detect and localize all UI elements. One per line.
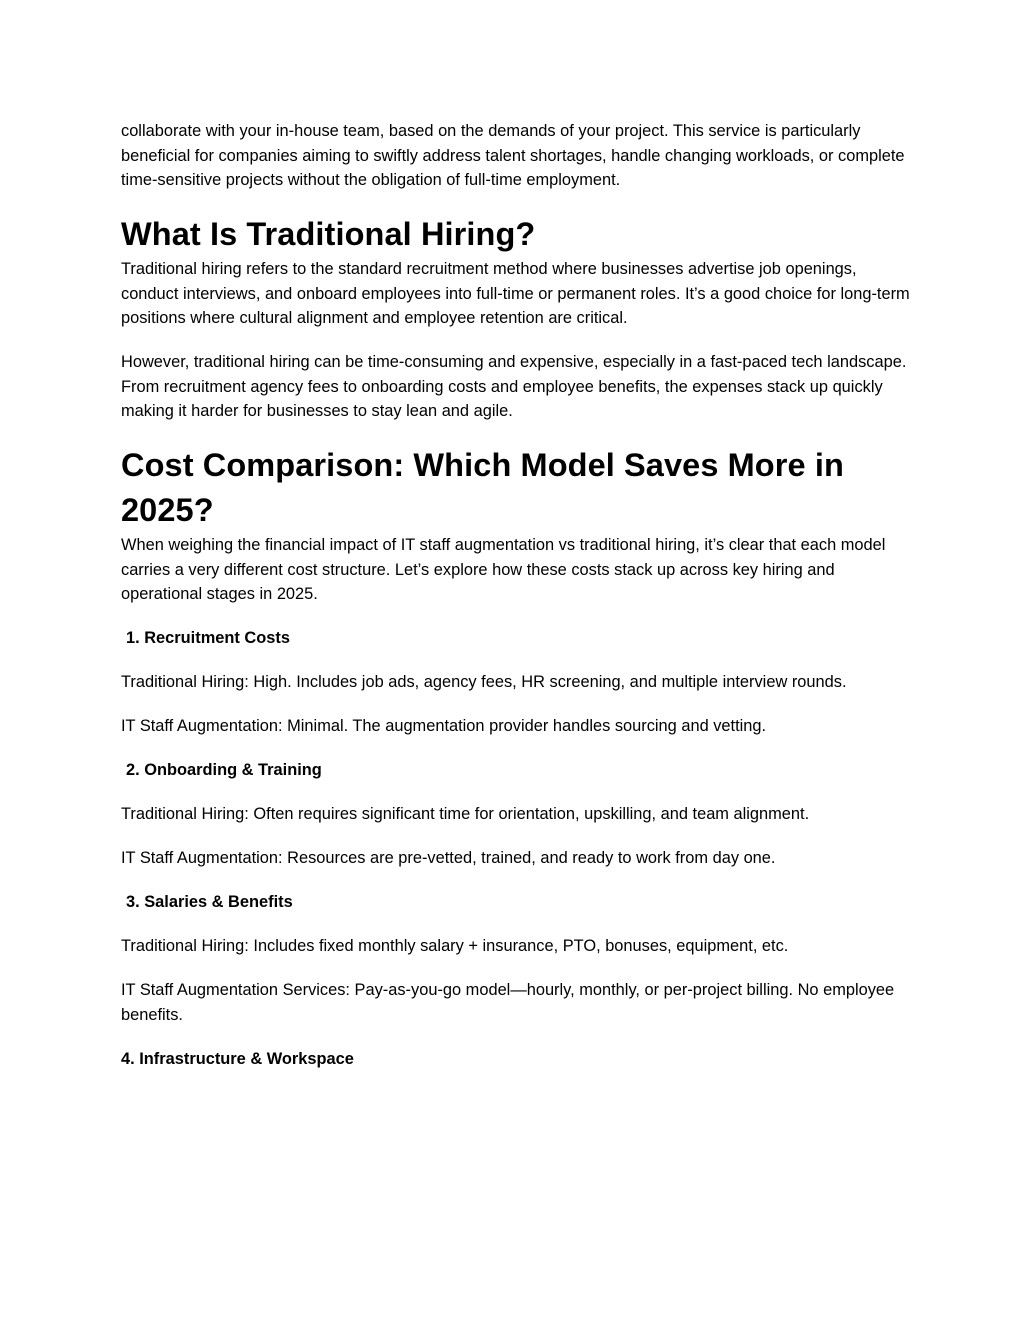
- cost-comparison-intro: When weighing the financial impact of IT staff augmentation vs traditional hiring, it’s clear that each model carries a very different cost structure. Let’s explore how these costs stack up across key hiring and operational stages in 2025.: [121, 536, 886, 603]
- onboarding-augmentation-text: IT Staff Augmentation: Resources are pre-vetted, trained, and ready to work from day one.: [121, 849, 776, 867]
- infrastructure-workspace-subheading: 4. Infrastructure & Workspace: [121, 1049, 354, 1068]
- onboarding-training-subheading: 2. Onboarding & Training: [126, 761, 322, 779]
- recruitment-augmentation-text: IT Staff Augmentation: Minimal. The augmentation provider handles sourcing and vetting.: [121, 717, 767, 735]
- salaries-traditional-text: Traditional Hiring: Includes fixed monthly salary + insurance, PTO, bonuses, equipment, etc.: [121, 937, 789, 955]
- onboarding-traditional-text: Traditional Hiring: Often requires significant time for orientation, upskilling, and team alignment.: [121, 805, 810, 823]
- document-page: [121, 119, 911, 1091]
- salaries-benefits-subheading: 3. Salaries & Benefits: [126, 893, 293, 911]
- recruitment-costs-subheading: 1. Recruitment Costs: [126, 629, 290, 647]
- recruitment-traditional-text: Traditional Hiring: High. Includes job ads, agency fees, HR screening, and multiple interview rounds.: [121, 673, 847, 691]
- traditional-hiring-heading: What Is Traditional Hiring?: [121, 216, 536, 252]
- cost-comparison-heading: Cost Comparison: Which Model Saves More in 2025?: [121, 447, 844, 528]
- traditional-hiring-paragraph-1: Traditional hiring refers to the standard recruitment method where businesses advertise job openings, conduct interviews, and onboard employees into full-time or permanent roles. It’s a good choice for long-term positions where cultural alignment and employee retention are critical.: [121, 260, 910, 327]
- salaries-augmentation-text: IT Staff Augmentation Services: Pay-as-you-go model—hourly, monthly, or per-project billing. No employee benefits.: [121, 981, 895, 1024]
- intro-paragraph: collaborate with your in-house team, based on the demands of your project. This service is particularly beneficial for companies aiming to swiftly address talent shortages, handle changing workloads, or complete time-sensitive projects without the obligation of full-time employment.: [121, 122, 905, 189]
- traditional-hiring-paragraph-2: However, traditional hiring can be time-consuming and expensive, especially in a fast-paced tech landscape. From recruitment agency fees to onboarding costs and employee benefits, the expenses stack up quickly making it harder for businesses to stay lean and agile.: [121, 353, 907, 420]
